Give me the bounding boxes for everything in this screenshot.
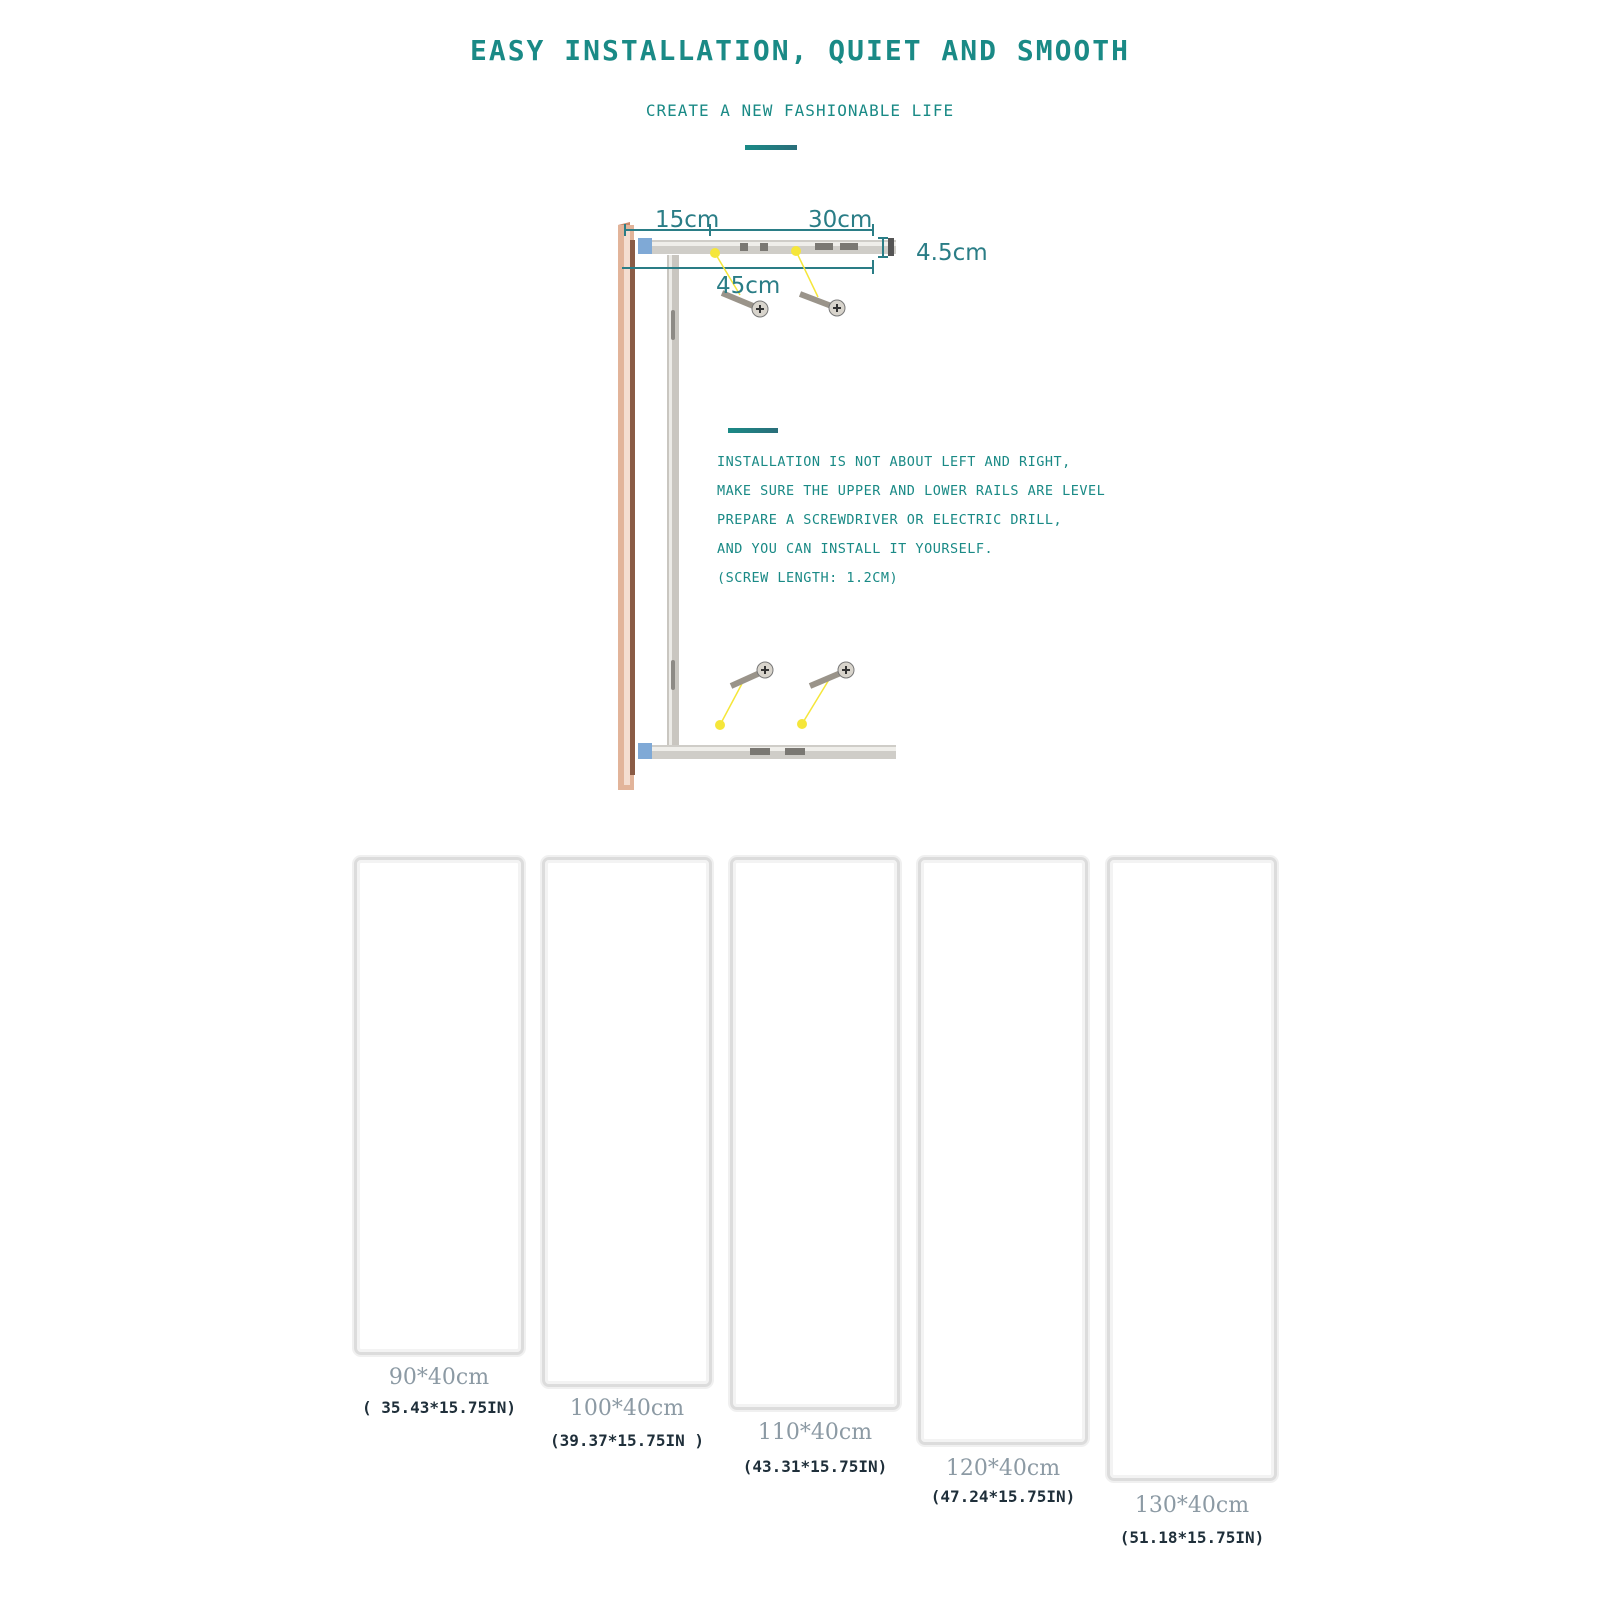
instruction-line: PREPARE A SCREWDRIVER OR ELECTRIC DRILL, bbox=[717, 512, 1063, 528]
installation-instructions bbox=[717, 448, 1137, 593]
size-cm-label: 90*40cm bbox=[388, 1365, 490, 1390]
size-panel-100 bbox=[542, 857, 712, 1387]
size-panel-110 bbox=[730, 857, 900, 1410]
dimension-label-long-rail: 30cm bbox=[808, 207, 873, 233]
size-cm-label: 130*40cm bbox=[1134, 1493, 1250, 1518]
instruction-line: AND YOU CAN INSTALL IT YOURSELF. bbox=[717, 541, 994, 557]
size-cm-label: 120*40cm bbox=[945, 1456, 1061, 1481]
instructions-divider bbox=[728, 428, 778, 433]
size-inch-label: (47.24*15.75IN) bbox=[930, 1487, 1076, 1506]
vertical-rail bbox=[667, 255, 679, 745]
size-panel-90 bbox=[354, 857, 524, 1355]
size-inch-label: (39.37*15.75IN ) bbox=[549, 1431, 705, 1450]
size-inch-label: (43.31*15.75IN) bbox=[742, 1457, 888, 1476]
instruction-line: (SCREW LENGTH: 1.2CM) bbox=[717, 570, 899, 586]
bottom-slide-rail bbox=[638, 743, 896, 759]
page-title: EASY INSTALLATION, QUIET AND SMOOTH bbox=[469, 34, 1130, 67]
size-panel-130 bbox=[1107, 857, 1277, 1481]
dimension-label-short-rail: 15cm bbox=[655, 207, 720, 233]
size-inch-label: ( 35.43*15.75IN) bbox=[361, 1398, 517, 1417]
title-divider bbox=[745, 145, 797, 150]
size-cm-label: 100*40cm bbox=[569, 1396, 685, 1421]
dimension-label-height: 4.5cm bbox=[916, 240, 988, 266]
instruction-line: MAKE SURE THE UPPER AND LOWER RAILS ARE LEVEL bbox=[717, 483, 1106, 499]
mirror-frame bbox=[618, 222, 635, 790]
screw-icon bbox=[810, 662, 854, 686]
size-inch-label: (51.18*15.75IN) bbox=[1119, 1528, 1265, 1547]
size-panel-120 bbox=[918, 857, 1088, 1445]
instruction-line: INSTALLATION IS NOT ABOUT LEFT AND RIGHT, bbox=[717, 454, 1071, 470]
page-subtitle: CREATE A NEW FASHIONABLE LIFE bbox=[645, 101, 955, 120]
screw-icon bbox=[800, 294, 845, 316]
screw-icon bbox=[731, 662, 773, 686]
dimension-label-total-length: 45cm bbox=[716, 273, 781, 299]
top-slide-rail bbox=[638, 238, 896, 256]
size-cm-label: 110*40cm bbox=[757, 1420, 873, 1445]
